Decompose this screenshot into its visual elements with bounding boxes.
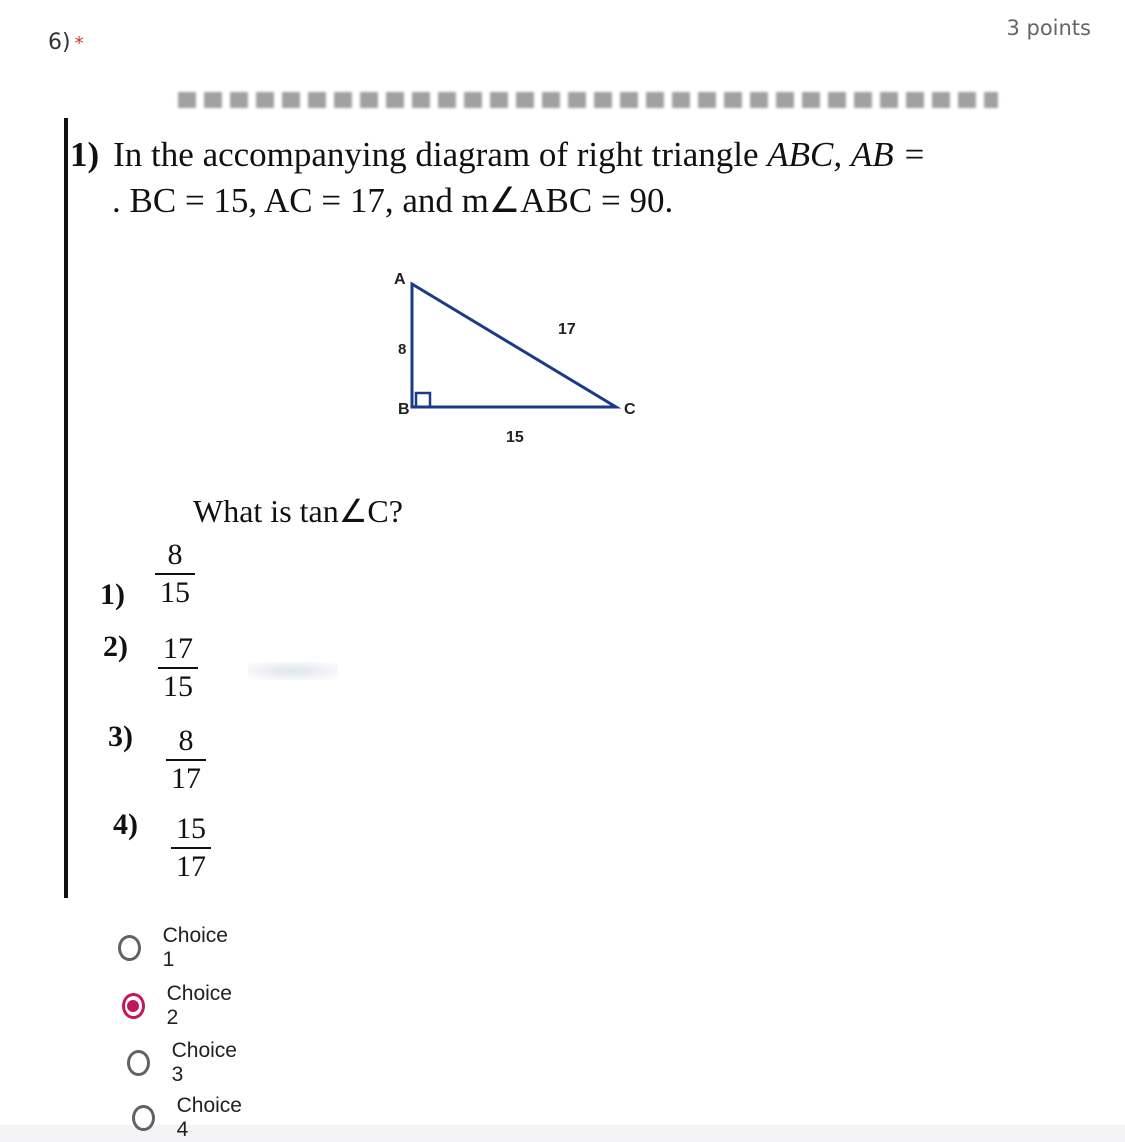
question-prompt: What is tan∠C? bbox=[193, 493, 403, 529]
radio-selected-dot bbox=[127, 1000, 139, 1012]
problem-line2-dot: . bbox=[112, 181, 121, 220]
problem-statement bbox=[70, 132, 926, 224]
problem-line1-ab: AB = bbox=[850, 135, 926, 174]
choice-4-label[interactable]: Choice 4 bbox=[176, 1094, 242, 1141]
option-1-denominator: 15 bbox=[160, 576, 190, 609]
problem-line1-prefix: In the accompanying diagram of right triangle bbox=[113, 135, 768, 174]
vertex-label-c: C bbox=[624, 401, 636, 418]
option-3-fraction bbox=[166, 724, 206, 796]
vertex-label-a: A bbox=[394, 271, 406, 288]
option-2-fraction bbox=[158, 632, 198, 704]
radio-button-4[interactable] bbox=[132, 1105, 155, 1131]
question-number bbox=[48, 30, 84, 55]
fraction-bar bbox=[158, 667, 198, 669]
right-angle-marker bbox=[416, 393, 430, 407]
required-asterisk: * bbox=[74, 33, 84, 54]
choice-2-label[interactable]: Choice 2 bbox=[166, 982, 232, 1029]
fraction-bar bbox=[171, 847, 211, 849]
fraction-bar bbox=[155, 573, 195, 575]
radio-button-1[interactable] bbox=[118, 935, 141, 961]
option-4-denominator: 17 bbox=[176, 850, 206, 883]
problem-number: 1) bbox=[70, 135, 100, 174]
option-4-fraction bbox=[171, 812, 211, 884]
option-4-numerator: 15 bbox=[176, 812, 206, 845]
question-number-label: 6) bbox=[48, 30, 71, 55]
option-1-label: 1) bbox=[100, 578, 125, 611]
radio-button-2[interactable] bbox=[122, 993, 145, 1019]
option-4-label: 4) bbox=[113, 808, 138, 841]
problem-line1-triangle: ABC, bbox=[767, 135, 843, 174]
choice-3[interactable] bbox=[127, 1039, 240, 1087]
option-3-label: 3) bbox=[108, 720, 133, 753]
screen-glare bbox=[248, 662, 338, 680]
option-2-numerator: 17 bbox=[163, 632, 193, 665]
margin-bracket bbox=[64, 118, 68, 898]
option-3-numerator: 8 bbox=[178, 724, 194, 757]
option-2-denominator: 15 bbox=[163, 670, 193, 703]
choice-2[interactable] bbox=[122, 982, 235, 1030]
cropped-text-line bbox=[178, 92, 998, 108]
triangle-abc bbox=[412, 284, 616, 407]
problem-line2: BC = 15, AC = 17, and m∠ABC = 90. bbox=[129, 181, 674, 220]
option-1-numerator: 8 bbox=[167, 538, 183, 571]
option-3-denominator: 17 bbox=[171, 762, 201, 795]
vertex-label-b: B bbox=[398, 401, 410, 418]
side-label-ac: 17 bbox=[558, 321, 576, 338]
choice-1[interactable] bbox=[118, 924, 231, 972]
choice-3-label[interactable]: Choice 3 bbox=[171, 1039, 237, 1086]
side-label-bc: 15 bbox=[506, 429, 524, 446]
option-2-label: 2) bbox=[103, 630, 128, 663]
option-1-fraction bbox=[155, 538, 195, 610]
triangle-diagram bbox=[378, 262, 698, 462]
question-image bbox=[48, 92, 1108, 912]
radio-button-3[interactable] bbox=[127, 1050, 150, 1076]
side-label-ab: 8 bbox=[398, 341, 407, 358]
fraction-bar bbox=[166, 759, 206, 761]
choice-1-label[interactable]: Choice 1 bbox=[162, 924, 228, 971]
points-label: 3 points bbox=[1006, 16, 1091, 40]
choice-4[interactable] bbox=[132, 1094, 245, 1142]
